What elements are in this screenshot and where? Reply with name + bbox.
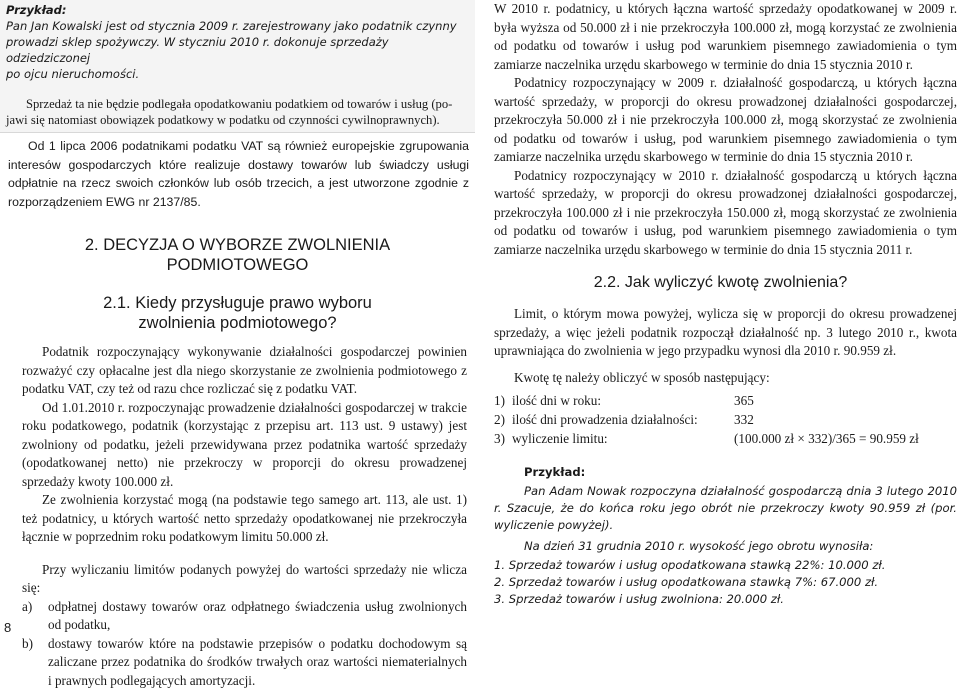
example-text: Pan Adam Nowak rozpoczyna działalność gospodarczą dnia 3 lutego 2010 r. Szacuje, że do końca roku jego obrót nie przekroczy kwoty 90.959 zł (por. wyliczenie powyżej). (494, 483, 957, 534)
paragraph: Podatnicy rozpoczynający w 2010 r. działalność gospodarczą u których łączna wartość sprzedaży, w proporcji do okresu prowadzonej działalności gospodarczej, przekroczyła 100.000 zł i nie przekroczyła 150.000 zł, mogą skorzystać ze zwolnienia od podatku od towarów i usług, pod warunkiem pisemnego zawiadomienia o tym zamiarze naczelnika urzędu skarbowego w terminie do dnia 15 stycznia 2011 r. (494, 167, 957, 260)
example-paragraph: Sprzedaż ta nie będzie podlegała opodatkowaniu podatkiem od towarów i usług (po- (6, 96, 469, 112)
right-column (482, 0, 959, 608)
calc-row: 3) wyliczenie limitu: (100.000 zł × 332)/365 = 90.959 zł (494, 429, 959, 448)
paragraph: Podatnik rozpoczynający wykonywanie działalności gospodarczej powinien rozważyć czy opłacalne jest dla niego skorzystanie ze zwolnienia podmiotowego z podatku VAT, czy też od razu chce rozliczać się z podatku VAT. (22, 343, 467, 399)
intro-paragraph: Od 1 lipca 2006 podatnikami podatku VAT są również europejskie zgrupowania interesów gospodarczych które realizuje dostawy towarów lub świadczy usługi odpłatnie na rzecz swoich członków lub osób trzecich, a jest utworzone zgodnie z rozporządzeniem EWG nr 2137/85. (8, 137, 469, 211)
example-line: po ojcu nieruchomości. (6, 66, 475, 82)
list-item: a) odpłatnej dostawy towarów oraz odpłatnego świadczenia usług zwolnionych od podatku, (22, 598, 467, 635)
example-box (0, 0, 475, 133)
calc-row: 1) ilość dni w roku: 365 (494, 391, 959, 410)
list-item: 1. Sprzedaż towarów i usług opodatkowana stawką 22%: 10.000 zł. (494, 557, 957, 574)
list-item: b) dostawy towarów które na podstawie przepisów o podatku dochodowym są zaliczane przez podatnika do środków trwałych oraz wartości niematerialnych i prawnych podlegających amortyzacji. (22, 635, 467, 690)
example-line: Pan Jan Kowalski jest od stycznia 2009 r. zarejestrowany jako podatnik czynny (6, 18, 475, 34)
list-item: 2. Sprzedaż towarów i usług opodatkowana stawką 7%: 67.000 zł. (494, 574, 957, 591)
paragraph: Podatnicy rozpoczynający w 2009 r. działalność gospodarczą, u których łączna wartość sprzedaży, w proporcji do okresu prowadzonej działalności gospodarczej, przekroczyła 50.000 zł i nie przekroczyła 100.000 zł, mogą skorzystać ze zwolnienia od podatku od towarów i usług, pod warunkiem pisemnego zawiadomienia o tym zamiarze naczelnika urzędu skarbowego w terminie do dnia 15 stycznia 2010 r. (494, 74, 957, 167)
paragraph: Limit, o którym mowa powyżej, wylicza się w proporcji do okresu prowadzenej sprzedaży, a więc jeżeli podatnik rozpoczął działalność np. 3 lutego 2010 r., kwota uprawniająca do zwolnienia w jego przypadku wynosi dla 2010 r. 90.959 zł. (494, 305, 957, 361)
exclusion-list (22, 598, 467, 690)
calc-row: 2) ilość dni prowadzenia działalności: 332 (494, 410, 959, 429)
paragraph: Od 1.01.2010 r. rozpoczynając prowadzenie działalności gospodarczej w trakcie roku podatkowego, podatnik (korzystając z przepisu art. 113 ust. 9 ustawy) jest zwolniony od podatku, jeżeli przewidywana przez podatnika wartość sprzedaży (opodatkowanej netto) nie przekroczy w proporcji do okresu prowadzenej sprzedaży kwoty 100.000 zł. (22, 399, 467, 492)
calculation-list (482, 387, 959, 448)
subsection-heading: 2.1. Kiedy przysługuje prawo wyboru zwolnienia podmiotowego? (0, 293, 475, 333)
paragraph: W 2010 r. podatnicy, u których łączna wartość sprzedaży opodatkowanej w 2009 r. była wyższa od 50.000 zł i nie przekroczyła 100.000 zł, mogą korzystać ze zwolnienia od podatku od towarów i usług pod warunkiem pisemnego zawiadomienia o tym zamiarze naczelnika urzędu skarbowego w terminie do dnia 15 stycznia 2010 r. (494, 0, 957, 74)
paragraph: Ze zwolnienia korzystać mogą (na podstawie tego samego art. 113, ale ust. 1) też podatnicy, u których wartość netto sprzedaży opodatkowanej nie przekroczyła łącznie w poprzednim roku podatkowym limitu 50.000 zł. (22, 491, 467, 547)
example-paragraph-cont: jawi się natomiast obowiązek podatkowy w podatku od czynności cywilnoprawnych). (6, 112, 469, 128)
example-list (494, 557, 957, 608)
example-text: Na dzień 31 grudnia 2010 r. wysokość jego obrotu wynosiła: (494, 538, 957, 555)
left-column (0, 0, 475, 690)
example-line: prowadzi sklep spożywczy. W styczniu 2010 r. dokonuje sprzedaży odziedziczonej (6, 34, 475, 66)
page-number: 8 (4, 620, 11, 635)
example-label: Przykład: (6, 2, 475, 18)
example-label: Przykład: (494, 464, 957, 481)
paragraph: Przy wyliczaniu limitów podanych powyżej do wartości sprzedaży nie wlicza się: (22, 561, 467, 598)
subsection-heading: 2.2. Jak wyliczyć kwotę zwolnienia? (482, 273, 959, 293)
list-item: 3. Sprzedaż towarów i usług zwolniona: 20.000 zł. (494, 591, 957, 608)
section-heading: 2. DECYZJA O WYBORZE ZWOLNIENIA PODMIOTOWEGO (0, 235, 475, 275)
paragraph: Kwotę tę należy obliczyć w sposób następujący: (494, 369, 957, 388)
